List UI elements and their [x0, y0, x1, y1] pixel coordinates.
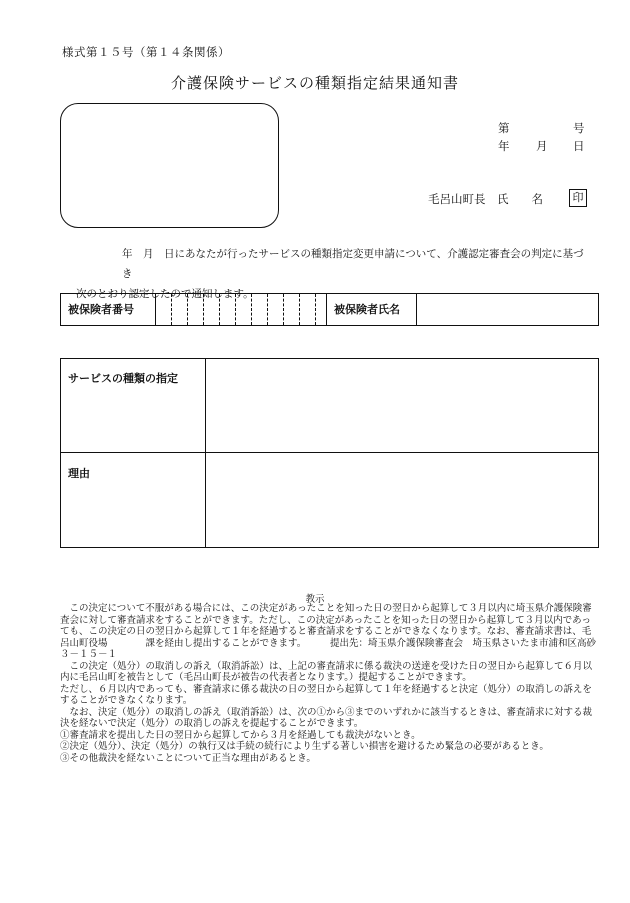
notice-paragraph: この決定（処分）の取消しの訴え（取消訴訟）は、上記の審査請求に係る裁決の送達を受けた日の翌日から起算して６月以内に毛呂山町を被告として（毛呂山町長が被告の代表者となります。）提起することができます。 [60, 660, 593, 683]
notice-paragraph: なお、決定（処分）の取消しの訴え（取消訴訟）は、次の①から③までのいずれかに該当するときは、審査請求に対する裁決を経ないで決定（処分）の取消しの訴えを提起することができます。 [60, 706, 593, 729]
service-designation-table [60, 358, 599, 548]
notice-paragraph: この決定について不服がある場合には、この決定があったことを知った日の翌日から起算して３月以内に埼玉県介護保険審査会に対して審査請求をすることができます。ただし、この決定があったことを知った日の翌日から起算して３月以内であっても、この決定の日の翌日から起算して１年を経過すると審査請求をすることができなくなります。なお、審査請求書は、毛呂山町役場 課を経由し提出することができます。 提出先：埼玉県介護保険審査会 埼玉県さいたま市浦和区高砂３－１５－１ [60, 603, 596, 660]
date-month: 月 [536, 139, 548, 153]
notice-paragraph: ただし、６月以内であっても、審査請求に係る裁決の日の翌日から起算して１年を経過すると決定（処分）の取消しの訴えをすることができなくなります。 [60, 683, 592, 706]
seal-mark: 印 [569, 189, 587, 207]
notice-item: ②決定（処分）、決定（処分）の執行又は手続の続行により生ずる著しい損害を避けるため緊急の必要があるとき。 [60, 741, 549, 752]
notice-title: 教示 [305, 594, 325, 605]
notice-item: ①審査請求を提出した日の翌日から起算してから３月を経過しても裁決がないとき。 [60, 729, 421, 741]
service-designation-label: サービスの種類の指定 [68, 372, 178, 385]
insured-name-label: 被保険者氏名 [334, 303, 400, 316]
number-suffix: 号 [573, 121, 585, 135]
intro-line-1: 年 月 日にあなたが行ったサービスの種類指定変更申請について、介護認定審査会の判定に基づき [122, 248, 584, 280]
notice-body [60, 603, 600, 764]
address-window-box [60, 103, 279, 228]
insured-table [60, 293, 599, 326]
date-year: 年 [498, 139, 510, 153]
document-title: 介護保険サービスの種類指定結果通知書 [170, 74, 459, 92]
insured-number-label: 被保険者番号 [68, 303, 134, 316]
number-prefix: 第 [498, 121, 510, 135]
reason-label: 理由 [68, 467, 90, 480]
issuer-name: 毛呂山町長 氏 名 [428, 192, 543, 206]
date-day: 日 [573, 139, 585, 153]
form-number: 様式第１５号（第１４条関係） [62, 45, 230, 59]
intro-line-2: 次のとおり認定したので通知します。 [76, 288, 254, 300]
notice-item: ③その他裁決を経ないことについて正当な理由があるとき。 [60, 752, 316, 764]
